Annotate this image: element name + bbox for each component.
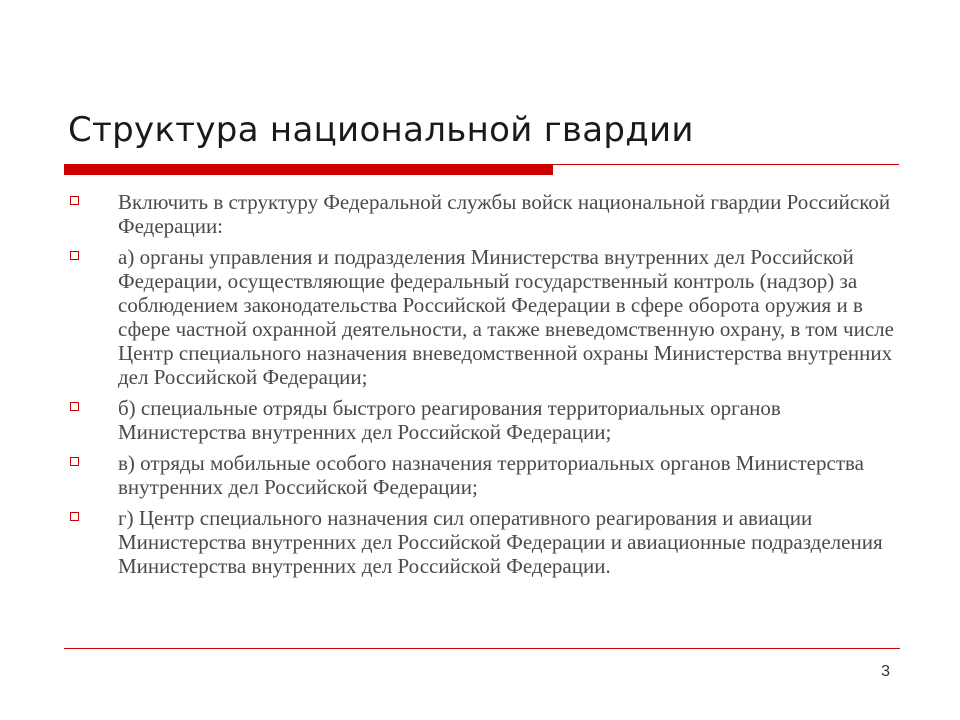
title-underline xyxy=(553,164,899,165)
bullet-item xyxy=(68,190,900,238)
hollow-square-icon xyxy=(70,402,79,411)
title-accent-bar xyxy=(64,164,553,175)
bullet-list xyxy=(68,190,900,585)
bullet-item xyxy=(68,451,900,499)
bullet-item xyxy=(68,245,900,389)
hollow-square-icon xyxy=(70,457,79,466)
hollow-square-icon xyxy=(70,196,79,205)
bullet-text: Включить в структуру Федеральной службы войск национальной гвардии Российской Федерации: xyxy=(118,190,891,238)
bullet-item xyxy=(68,396,900,444)
bullet-text: а) органы управления и подразделения Министерства внутренних дел Российской Федерации, осуществляющие федеральный государственный контроль (надзор) за соблюдением законодательства Российской Федерации в сфере оборота оружия и в сфере частной охранной деятельности, а также вневедомственную охрану, в том числе Центр специального назначения вневедомственной охраны Министерства внутренних дел Российской Федерации; xyxy=(118,245,894,389)
slide-number: 3 xyxy=(881,663,890,680)
bullet-text: б) специальные отряды быстрого реагирования территориальных органов Министерства внутренних дел Российской Федерации; xyxy=(118,396,781,444)
bullet-text: г) Центр специального назначения сил оперативного реагирования и авиации Министерства внутренних дел Российской Федерации и авиационные подразделения Министерства внутренних дел Российской Федерации. xyxy=(118,506,883,578)
slide-title: Структура национальной гвардии xyxy=(68,110,694,150)
bullet-text: в) отряды мобильные особого назначения территориальных органов Министерства внутренних дел Российской Федерации; xyxy=(118,451,864,499)
footer-divider xyxy=(64,648,900,649)
hollow-square-icon xyxy=(70,512,79,521)
bullet-item xyxy=(68,506,900,578)
hollow-square-icon xyxy=(70,251,79,260)
